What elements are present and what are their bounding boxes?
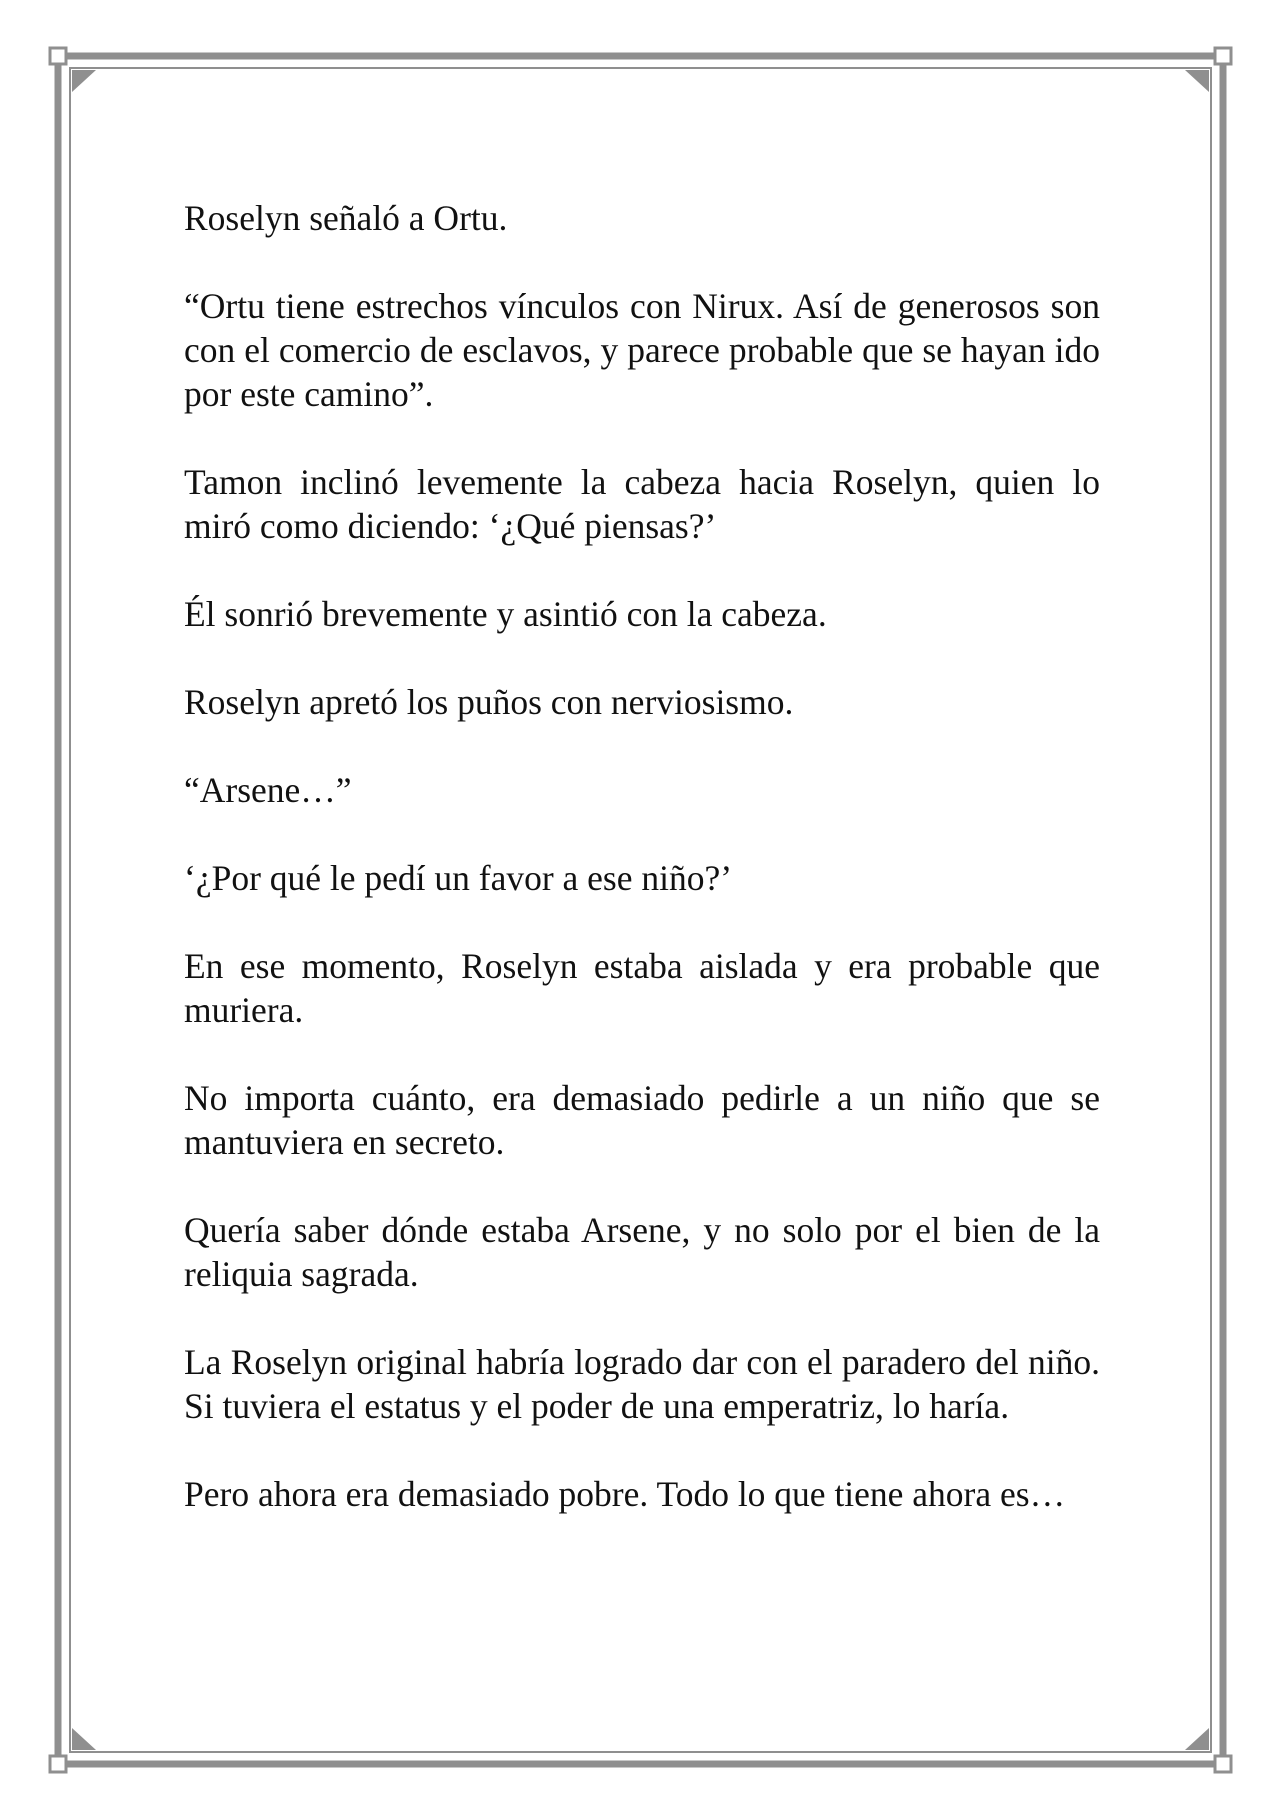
paragraph: Pero ahora era demasiado pobre. Todo lo que tiene ahora es… <box>184 1474 1066 1514</box>
paragraph: ‘¿Por qué le pedí un favor a ese niño?’ <box>184 858 733 898</box>
paragraph: No importa cuánto, era demasiado pedirle a un niño que se mantuviera en secreto. <box>184 1078 1100 1162</box>
paragraph: Quería saber dónde estaba Arsene, y no solo por el bien de la reliquia sagrada. <box>184 1210 1100 1294</box>
paragraph: Roselyn apretó los puños con nerviosismo. <box>184 682 794 722</box>
paragraph: “Arsene…” <box>184 770 352 810</box>
paragraph: “Ortu tiene estrechos vínculos con Nirux. Así de generosos son con el comercio de esclavos, y parece probable que se hayan ido por este camino”. <box>184 286 1100 414</box>
paragraph: Roselyn señaló a Ortu. <box>184 198 508 238</box>
paragraph: Tamon inclinó levemente la cabeza hacia Roselyn, quien lo miró como diciendo: ‘¿Qué piensas?’ <box>184 462 1100 546</box>
paragraph: Él sonrió brevemente y asintió con la cabeza. <box>184 594 827 634</box>
body-text <box>184 196 1100 1516</box>
paragraph: La Roselyn original habría logrado dar con el paradero del niño. Si tuviera el estatus y el poder de una emperatriz, lo haría. <box>184 1342 1100 1426</box>
paragraph: En ese momento, Roselyn estaba aislada y era probable que muriera. <box>184 946 1100 1030</box>
